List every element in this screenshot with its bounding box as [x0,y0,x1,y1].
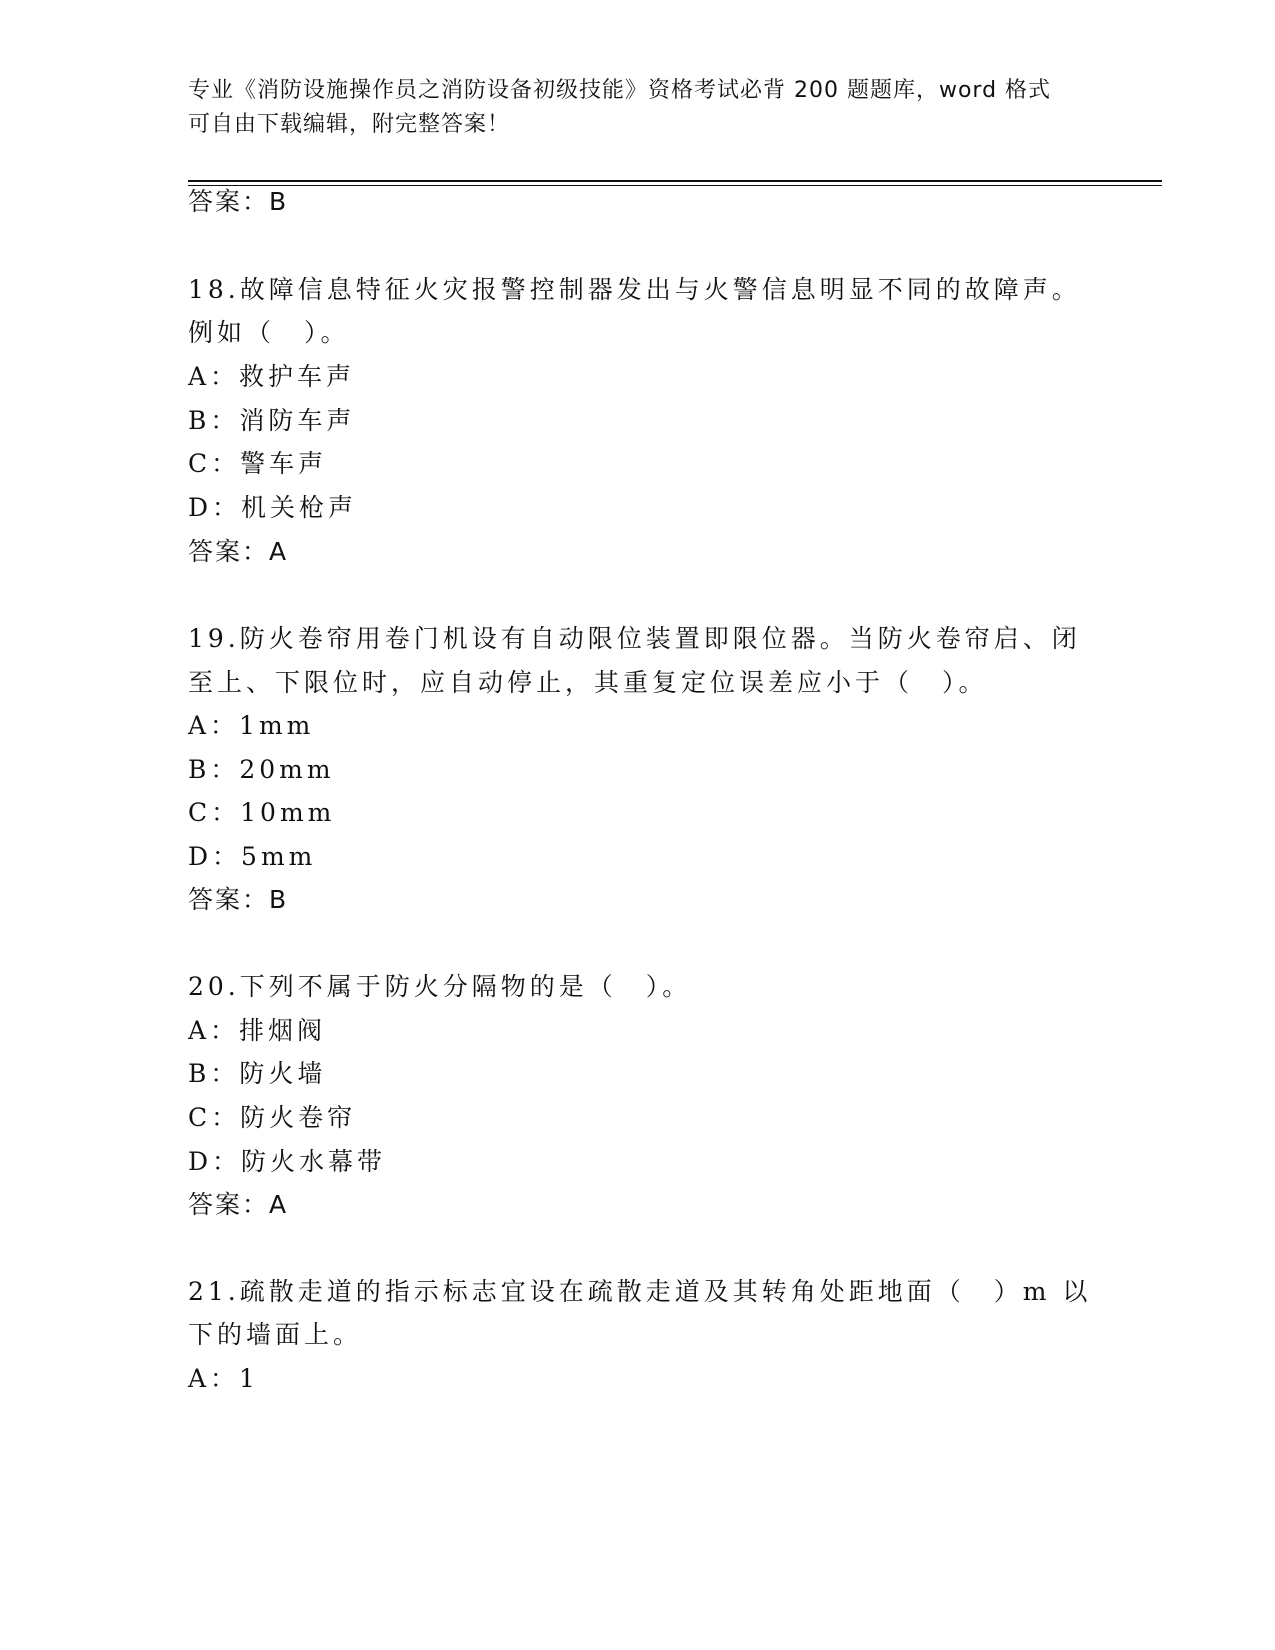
question-20-option-d: D：防火水幕带 [188,1147,387,1176]
question-21-option-a: A：1 [188,1364,259,1393]
answer-previous: 答案：B [188,187,289,216]
question-18-answer: 答案：A [188,537,289,566]
document-header: 专业《消防设施操作员之消防设备初级技能》资格考试必背 200 题题库，word 格式可自由下载编辑，附完整答案！ [188,78,1052,137]
header-rule-thick [188,180,1162,182]
question-19-option-a: A：1mm [188,711,315,740]
question-19-stem-line2: 至上、下限位时，应自动停止，其重复定位误差应小于（ ）。 [188,668,988,697]
question-18-stem-line2: 例如（ ）。 [188,318,350,347]
question-18-option-c: C：警车声 [188,449,328,478]
question-20-option-c: C：防火卷帘 [188,1103,357,1132]
question-21-stem-line2: 下的墙面上。 [188,1320,363,1349]
question-19-option-d: D：5mm [188,842,317,871]
question-18-option-a: A：救护车声 [188,362,356,391]
question-18-stem-line1: 18.故障信息特征火灾报警控制器发出与火警信息明显不同的故障声。 [188,275,1081,304]
question-18-option-b: B：消防车声 [188,406,356,435]
question-21-stem-line1: 21.疏散走道的指示标志宜设在疏散走道及其转角处距地面（ ）m 以 [188,1277,1092,1306]
question-20-stem-line1: 20.下列不属于防火分隔物的是（ ）。 [188,972,692,1001]
header-rule-thin [188,185,1162,186]
question-19-stem-line1: 19.防火卷帘用卷门机设有自动限位装置即限位器。当防火卷帘启、闭 [188,624,1081,653]
question-18-option-d: D：机关枪声 [188,493,358,522]
question-19-option-b: B：20mm [188,755,335,784]
question-19-answer: 答案：B [188,885,289,914]
question-20-option-a: A：排烟阀 [188,1016,327,1045]
question-20-option-b: B：防火墙 [188,1059,327,1088]
question-20-answer: 答案：A [188,1190,289,1219]
question-19-option-c: C：10mm [188,798,336,827]
